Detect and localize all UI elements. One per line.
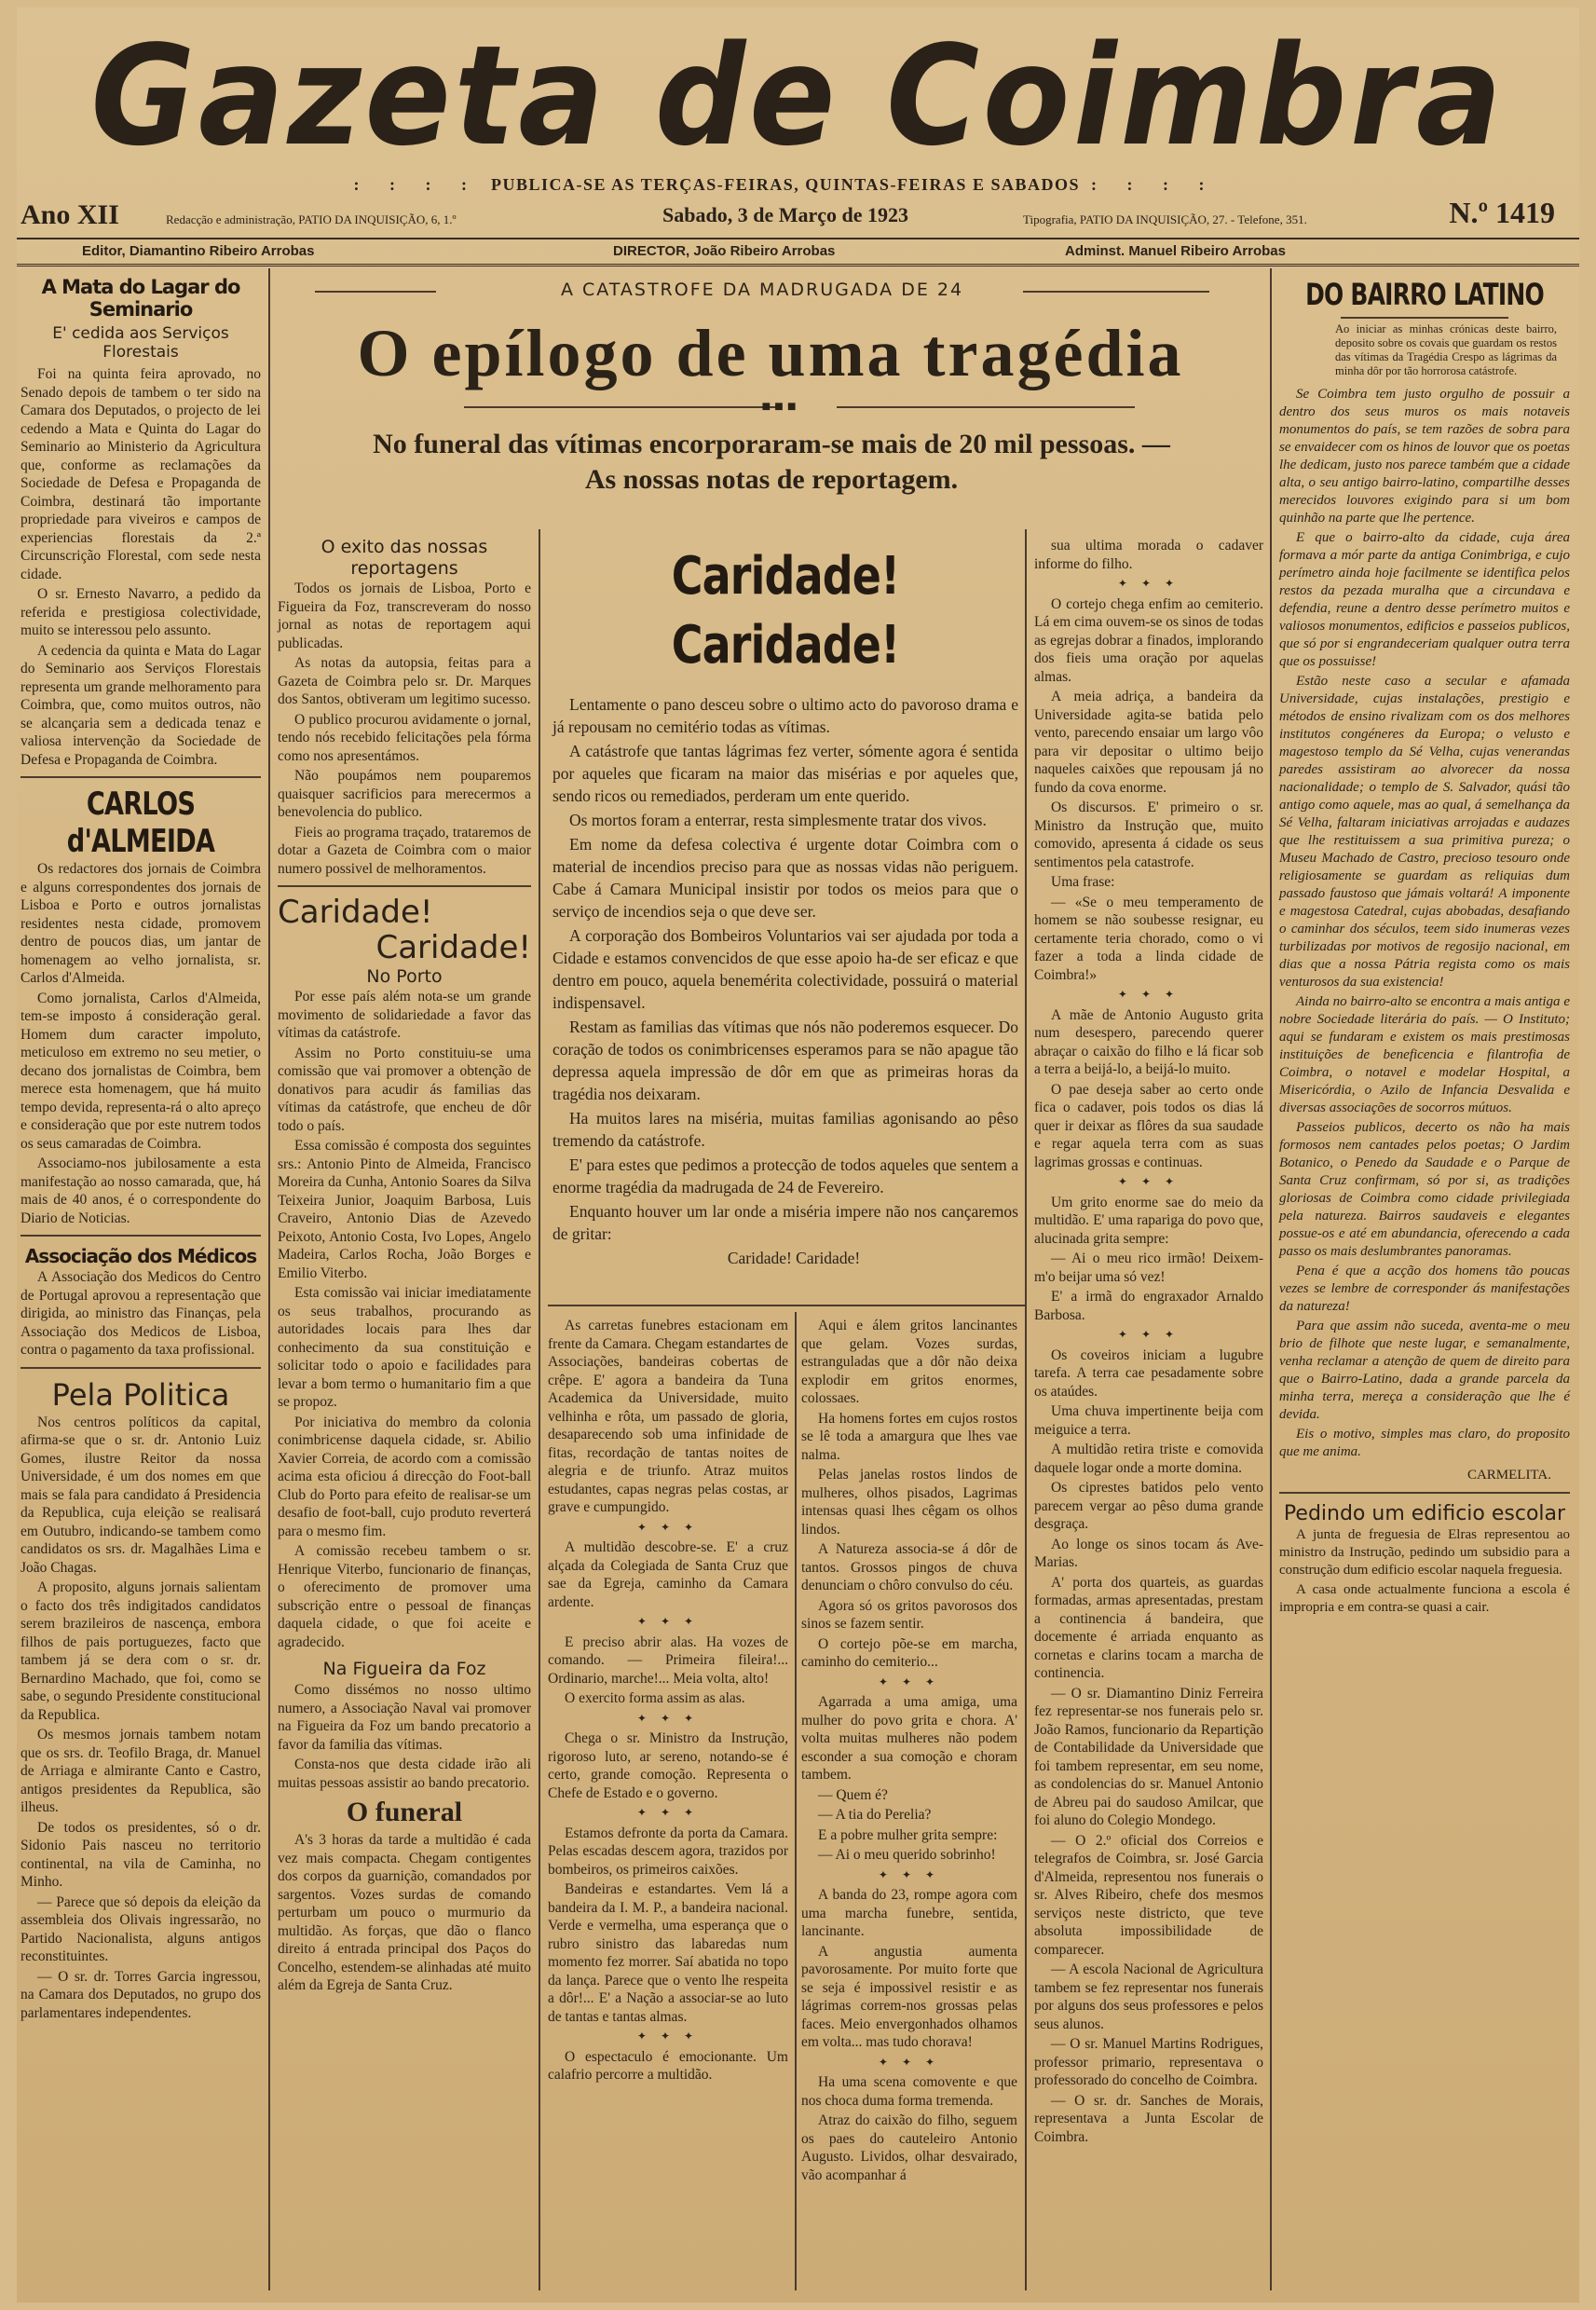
column-rule	[268, 268, 270, 2290]
newspaper-page	[17, 7, 1579, 2303]
caridade-headline: Caridade! Caridade!	[671, 546, 900, 676]
article-paragraph: E preciso abrir alas. Ha vozes de comando. — Primeira fileira!... Ordinario, marche!... Meia volta, alto!	[548, 1633, 788, 1687]
column-funeral-c	[1034, 537, 1263, 2148]
lead-story-header	[278, 278, 1263, 520]
article-paragraph: A corporação dos Bombeiros Voluntarios vai ser ajudada por toda a Cidade e estamos convencidos de que esse apoio ha-de ser eficaz e que dentro em pouco, aquela benemérita colectividade, possuirá o material indispensavel.	[552, 926, 1018, 1012]
article-paragraph: A angustia aumenta pavorosamente. Por muito forte que se seja é impossivel resistir e as lágrimas correm-nos grossas pelas faces. Meio envergonhados olhamos em volta... mas tudo chorava!	[801, 1943, 1017, 2050]
article-paragraph: A proposito, alguns jornais salientam o facto dos três indigitados candidatos serem brazileiros de nascença, embora filhos de pais portuguezes, facto que tambem já se dera com o sr. dr. Bernardino Machado, que foi, como se sabe, o segundo Presidente constitucional da Republica.	[20, 1579, 261, 1723]
article-paragraph: Agarrada a uma amiga, uma mulher do povo grita e chora. A' volta muitas mulheres não podem esconder a sua comoção e choram tambem.	[801, 1694, 1017, 1783]
section-stars: ✦ ✦ ✦	[1117, 1328, 1180, 1341]
article-paragraph: A Associação dos Medicos do Centro de Portugal aprovou a representação que dirigida, ao ministro das Finanças, pela Associação dos Medicos de Lisboa, contra o pagamento da taxa profissional.	[20, 1269, 261, 1358]
article-paragraph: A casa onde actualmente funciona a escola é impropria e em contra-se quasi a cair.	[1279, 1582, 1570, 1615]
section-rule	[1279, 1492, 1570, 1494]
section-rule	[20, 776, 261, 778]
article-paragraph: Nos centros políticos da capital, afirma-se que o sr. dr. Antonio Luiz Gomes, ilustre Reitor da nossa Universidade, é um dos nomes em que mais se fala para candidato á Presidencia da Republica, cuja eleição se realisará em Outubro, indicando-se tambem como candidatos os srs. dr. Magalhães Lima e João Chagas.	[20, 1414, 261, 1576]
editor-credit: Editor, Diamantino Ribeiro Arrobas	[82, 243, 315, 259]
article-paragraph: — O sr. dr. Sanches de Morais, representava a Junta Escolar de Coimbra.	[1034, 2092, 1263, 2145]
article-paragraph: — Quem é?	[818, 1786, 888, 1803]
main-deck: No funeral das vítimas encorporaram-se mais de 20 mil pessoas. — As nossas notas de reportagem.	[373, 429, 1170, 495]
article-paragraph: Consta-nos que desta cidade irão ali muitas pessoas assistir ao bando precatorio.	[278, 1756, 531, 1791]
article-paragraph: As carretas funebres estacionam em frente da Camara. Chegam estandartes de Associações, bandeiras cobertas de crêpe. E' agora a bandeira da Tuna Academica da Universidade, muito velhinha e rôta, um passado de gloria, desaparecendo sob uma infinidade de fitas, recordação de tantas noites de alegria e de triunfo. Atraz muitos estudantes, capas negras pelas costas, ar grave e cumpungido.	[548, 1318, 788, 1515]
publication-days-text: PUBLICA-SE AS TERÇAS-FEIRAS, QUINTAS-FEIRAS E SABADOS	[491, 175, 1080, 194]
politica-headline: Pela Politica	[51, 1376, 230, 1413]
article-paragraph: Associamo-nos jubilosamente a esta manifestação ao nosso camarada, que, há mais de 40 anos, é o correspondente do Diario de Noticias.	[20, 1155, 261, 1226]
article-paragraph: Uma chuva impertinente beija com meiguice a terra.	[1034, 1403, 1263, 1438]
column-funeral-a	[548, 1317, 788, 2086]
mata-headline: A Mata do Lagar do Seminario	[41, 276, 240, 321]
column-rule	[1270, 268, 1272, 2290]
figueira-headline: Na Figueira da Foz	[322, 1659, 486, 1679]
article-paragraph: De todos os presidentes, só o dr. Sidonio Pais nasceu no territorio continental, na vila de Caminha, no Minho.	[20, 1819, 261, 1890]
article-paragraph: O espectaculo é emocionante. Um calafrio percorre a multidão.	[548, 2048, 788, 2083]
article-paragraph: O cortejo põe-se em marcha, caminho do cemiterio...	[801, 1635, 1017, 1670]
article-paragraph: Chega o sr. Ministro da Instrução, rigoroso luto, ar sereno, notando-se é certo, grande comoção. Representa o Chefe de Estado e o governo.	[548, 1730, 788, 1801]
article-paragraph: Enquanto houver um lar onde a miséria impere não nos cançaremos de gritar:	[552, 1202, 1018, 1243]
article-paragraph: sua ultima morada o cadaver informe do filho.	[1034, 538, 1263, 572]
carlos-headline: CARLOS d'ALMEIDA	[66, 786, 215, 860]
article-paragraph: Ha homens fortes em cujos rostos se lê toda a amargura que lhes vae nalma.	[801, 1410, 1017, 1463]
article-paragraph: Os mesmos jornais tambem notam que os srs. dr. Teofilo Braga, dr. Manuel de Arriaga e almirante Canto e Castro, antigos presidentes da Republica, são ilheus.	[20, 1727, 261, 1815]
article-paragraph: Uma frase:	[1051, 874, 1115, 890]
porto-headline: No Porto	[366, 966, 443, 987]
article-paragraph: Estamos defronte da porta da Camara. Pelas escadas descem agora, trazidos por bombeiros, os primeiros caixões.	[548, 1825, 788, 1878]
section-stars: ✦ ✦ ✦	[1117, 577, 1180, 590]
article-paragraph: Aqui e álem gritos lancinantes que gelam. Vozes surdas, estranguladas que a dôr não deixa explodir em gritos enormes, colossaes.	[801, 1318, 1017, 1406]
story-kicker: A CATASTROFE DA MADRUGADA DE 24	[560, 280, 964, 300]
article-paragraph: Pena é que a acção dos homens tão poucas vezes se lembre de corresponder ás manifestações da natureza!	[1279, 1264, 1570, 1314]
article-paragraph: E' para estes que pedimos a protecção de todos aqueles que sentem a enorme tragédia da madrugada de 24 de Fevereiro.	[552, 1155, 1018, 1196]
exito-headline: O exito das nossas reportagens	[321, 537, 488, 579]
article-paragraph: A comissão recebeu tambem o sr. Henrique Viterbo, funcionario de finanças, o oferecimento de promover uma subscrição entre o pessoal de finanças daquela cidade, o que foi aceite e agradecido.	[278, 1543, 531, 1650]
article-paragraph: A catástrofe que tantas lágrimas fez verter, sómente agora é sentida por aqueles que ficaram na maior das misérias e por aqueles que, sendo ricos ou remediados, perderam um ente querido.	[552, 742, 1018, 805]
article-paragraph: Pelas janelas rostos lindos de mulheres, olhos pisados, Lagrimas intensas quasi lhes cêgam os olhos lindos.	[801, 1467, 1017, 1538]
article-paragraph: Um grito enorme sae do meio da multidão. E' uma rapariga do povo que, alucinada grita sempre:	[1034, 1194, 1263, 1247]
kicker-rule	[315, 291, 436, 293]
headline-rule	[837, 406, 1135, 408]
article-paragraph: Por esse país além nota-se um grande movimento de solidariedade a favor das vítimas da catástrofe.	[278, 989, 531, 1041]
column-right	[1279, 276, 1570, 1619]
headline-rule	[464, 406, 781, 408]
bairro-headline: DO BAIRRO LATINO	[1305, 277, 1544, 312]
article-paragraph: — A tia do Perelia?	[818, 1807, 932, 1823]
section-stars: ✦ ✦ ✦	[636, 1711, 700, 1725]
section-stars: ✦ ✦ ✦	[1117, 988, 1180, 1001]
column-rule	[795, 1312, 797, 2290]
section-stars: ✦ ✦ ✦	[636, 1806, 700, 1819]
info-row	[17, 166, 1579, 231]
kicker-rule	[1023, 291, 1209, 293]
bairro-intro: Ao iniciar as minhas crónicas deste bairro, deposito sobre os covais que guardam os restos das vítimas da Tragédia Crespo as lágrimas da minha dôr por tão horrorosa catástrofe.	[1335, 322, 1557, 377]
article-paragraph: — Parece que só depois da eleição da assembleia dos Olivais ingressarão, no Partido Nacionalista, alguns antigos reconstituintes.	[20, 1893, 261, 1964]
article-paragraph: Os ciprestes batidos pelo vento parecem vergar ao pêso duma grande desgraça.	[1034, 1480, 1263, 1532]
colons-right: : : : :	[1090, 175, 1218, 194]
section-stars: ✦ ✦ ✦	[636, 1615, 700, 1628]
article-paragraph: E' a irmã do engraxador Arnaldo Barbosa.	[1034, 1289, 1263, 1323]
headline-ornament: ■■■	[761, 399, 800, 415]
article-paragraph: — O 2.º oficial dos Correios e telegrafos de Coimbra, sr. José Garcia d'Almeida, representou nos funerais o sr. Alves Ribeiro, chefe dos mesmos serviços neste districto, que teve absoluta impossibilidade de comparecer.	[1034, 1832, 1263, 1958]
article-paragraph: Todos os jornais de Lisboa, Porto e Figueira da Foz, transcreveram do nosso jornal as notas de reportagem aqui publicadas.	[278, 581, 531, 651]
article-paragraph: Foi na quinta feira aprovado, no Senado depois de tambem o ter sido na Camara dos Deputados, o projecto de lei cedendo a Mata e Quinta do Lagar do Seminario ao Ministerio da Agricultura que, conforme as reclamações da Sociedade de Defesa e Propaganda de Coimbra, destinará tão importante propriedade para viveiros e campos de experiencias florestais da 2.ª Circunscrição Florestal, com sede nesta cidade.	[20, 366, 261, 582]
column-rule	[539, 529, 540, 2290]
column-rule	[1025, 529, 1027, 2290]
section-rule	[20, 1367, 261, 1369]
volume-number: Ano XII	[20, 199, 119, 230]
article-paragraph: Ha muitos lares na miséria, muitas familias agonisando ao pêso tremendo da catástrofe.	[552, 1109, 1018, 1150]
article-paragraph: — Ai o meu querido sobrinho!	[818, 1847, 996, 1863]
section-stars: ✦ ✦ ✦	[636, 1520, 700, 1534]
article-paragraph: Atraz do caixão do filho, seguem os paes do cauteleiro Antonio Augusto. Lividos, olhar desvairado, vão acompanhar á	[801, 2112, 1017, 2183]
article-paragraph: — Ai o meu rico irmão! Deixem-m'o beijar uma só vez!	[1034, 1251, 1263, 1285]
colons-left: : : : :	[353, 175, 481, 194]
article-paragraph: A meia adriça, a bandeira da Universidade agita-se batida pelo vento, parecendo ensaiar um largo vôo para vir depositar o ultimo beijo naqueles caixões que repousam já no fundo da cova enorme.	[1034, 689, 1263, 796]
article-paragraph: Ao longe os sinos tocam ás Ave-Marias.	[1034, 1536, 1263, 1570]
article-paragraph: O pae deseja saber ao certo onde fica o cadaver, pois todos os dias lá quer ir deixar as flôres da sua saudade e regar aquela terra com as suas lagrimas grossas e continuas.	[1034, 1081, 1263, 1170]
section-stars: ✦ ✦ ✦	[1117, 1175, 1180, 1188]
tipografia-address: Tipografia, PATIO DA INQUISIÇÃO, 27. - Telefone, 351.	[1023, 212, 1307, 226]
article-paragraph: A cedencia da quinta e Mata do Lagar do Seminario aos Serviços Florestais representa um grande melhoramento para Coimbra, que, como muitos outros, não se alcançaria sem a dedicada tenaz e valiosa intervenção da Sociedade de Defesa e Propaganda de Coimbra.	[20, 642, 261, 768]
article-paragraph: Para que assim não suceda, aventa-me o meu brio de filhote que neste lugar, e semanalmente, venha reclamar a atenção de quem de direito para que o Bairro-Latino, dada a grande parcela da minha terra, mereça a consideração que lhe é devida.	[1279, 1319, 1570, 1422]
medicos-headline: Associação dos Médicos	[24, 1245, 257, 1267]
article-paragraph: — A escola Nacional de Agricultura tambem se fez representar nos funerais por alguns dos seus professores e pelos seus alunos.	[1034, 1961, 1263, 2032]
article-paragraph: Estão neste caso a secular e afamada Universidade, cujas instalações, prestigio e métodos de ensino rivalizam com os dos melhores institutos congéneres da Europa; o velusto e magestoso templo da Sé Velha, cujas venerandas paredes assistiram ao alvorecer da nossa nacionalidade; o templo de S. Salvador, quási tão antigo como aquele, mas ao qual, á semelhança da Sé Velha, faltaram iniciativas arrojadas e audazes que lhe restituissem a sua primitiva pureza; o Museu Machado de Castro, precioso tesouro onde religiosamente se guardam as reliquias dum passado faustoso que jámais voltará! A imponente e magestosa Catedral, cujas abobadas, desafiando o caminhar dos séculos, teem sido inumeras vezes turbilizadas por motivos de regosijo nacional, em dias que a nossa Pátria regista como os mais venturosos da sua existencia!	[1279, 674, 1570, 990]
article-paragraph: Não poupámos nem pouparemos quaisquer sacrificios para merecermos a benevolencia do publico.	[278, 768, 531, 820]
headline-rule	[1341, 317, 1508, 319]
article-paragraph: Os coveiros iniciam a lugubre tarefa. A terra cae pesadamente sobre os ataúdes.	[1034, 1346, 1263, 1400]
masthead	[17, 7, 1579, 185]
staff-row	[17, 238, 1579, 267]
article-paragraph: Eis o motivo, simples mas claro, do proposito que me anima.	[1279, 1427, 1570, 1459]
article-paragraph: O publico procurou avidamente o jornal, tendo nós recebido felicitações pela fórma como nos apresentámos.	[278, 711, 531, 764]
article-paragraph: Os redactores dos jornais de Coimbra e alguns correspondentes dos jornais de Lisboa e Porto e outros jornalistas residentes nesta cidade, promovem dentro de poucos dias, um jantar de homenagem ao velho jornalista, sr. Carlos d'Almeida.	[20, 861, 261, 986]
bairro-signature: CARMELITA.	[1466, 1468, 1551, 1483]
article-paragraph: As notas da autopsia, feitas para a Gazeta de Coimbra pelo sr. Dr. Marques dos Santos, obtiveram um legitimo sucesso.	[278, 655, 531, 707]
article-paragraph: — O sr. Manuel Martins Rodrigues, professor primario, representava o professorado do concelho de Coimbra.	[1034, 2036, 1263, 2088]
edificio-headline: Pedindo um edificio escolar	[1283, 1502, 1566, 1525]
main-headline: O epílogo de uma tragédia	[357, 316, 1184, 390]
article-paragraph: Fieis ao programa traçado, trataremos de dotar a Gazeta de Coimbra com o maior numero possivel de melhoramentos.	[278, 824, 531, 877]
caridade-editorial	[552, 537, 1018, 1271]
article-paragraph: Como dissémos no nosso ultimo numero, a Associação Naval vai promover na Figueira da Foz um bando precatorio a favor da familia das vítimas.	[278, 1682, 531, 1753]
article-paragraph: Esta comissão vai iniciar imediatamente os seus trabalhos, procurando as autoridades locais para lhes dar conhecimento da sua constituição e solicitar todo o apoio e facilidades para levar a bom termo o humanitario fim a que se propoz.	[278, 1285, 531, 1410]
adminst-credit: Adminst. Manuel Ribeiro Arrobas	[1065, 243, 1286, 259]
article-paragraph: A' porta dos quarteis, as guardas formadas, armas apresentadas, prestam a continencia á bandeira, que docemente é arriada enquanto as cornetas e clarins tocam a marcha de continencia.	[1034, 1574, 1263, 1681]
column-reports	[278, 537, 531, 1997]
article-paragraph: Ainda no bairro-alto se encontra a mais antiga e nobre Sociedade literária do país. — O Instituto; aqui se fundaram e existem os mais prestimosas instituições de beneficencia e filantrofia de Coimbra, o notavel e modelar Hospital, a Misericórdia, o Azilo de Infancia Desvalida e diversas associações de socorros mútuos.	[1279, 994, 1570, 1115]
article-paragraph: Em nome da defesa colectiva é urgente dotar Coimbra com o material de incendios preciso para que as nossas vidas não periguem. Cabe á Camara Municipal insistir por todos os meios para que o serviço de incendios seja o que deve ser.	[552, 835, 1018, 921]
article-paragraph: Essa comissão é composta dos seguintes srs.: Antonio Pinto de Almeida, Francisco Moreira da Cunha, Antonio Soares da Silva Teixeira Junior, Joaquim Barbosa, Luis Craveiro, Antonio Dias de Azevedo Peixoto, Antonio Costa, Ivo Lopes, Angelo Madeira, Carlos Rocha, João Borges e Emilio Viterbo.	[278, 1138, 531, 1281]
article-paragraph: O cortejo chega enfim ao cemiterio. Lá em cima ouvem-se os sinos de todas as egrejas dobrar a finados, implorando dos fieis uma oração por aquelas almas.	[1034, 595, 1263, 685]
article-paragraph: Passeios publicos, decerto os não ha mais formosos nem cantades pelos poetas; O Jardim Botanico, o Penedo da Saudade e o Parque de Santa Cruz confirmam, só por si, as tradições gloriosas de Coimbra como cidade privilegiada pela natureza. Bairros saudaveis e elegantes possue-os e até em abundancia, oferecendo a cada passo os mais deslumbrantes panoramas.	[1279, 1120, 1570, 1259]
article-paragraph: Se Coimbra tem justo orgulho de possuir a dentro dos seus muros os mais notaveis monumentos do país, se tem razões de sobra para se envaidecer com os hinos de louvor que os poetas lhe dedicam, justo nos parece também que a cidade alta, o seu antigo bairro-latino, compartilhe desses merecidos louvores exigindo para si um bom quinhão na parte que lhe pertence.	[1279, 387, 1570, 526]
article-paragraph: — «Se o meu temperamento de homem se não soubesse resignar, eu certamente teria chorado, como o vi fazer a toda a linda cidade de Coimbra!»	[1034, 894, 1263, 983]
article-paragraph: — O sr. dr. Torres Garcia ingressou, na Camara dos Deputados, no grupo dos parlamentares independentes.	[20, 1968, 261, 2021]
article-paragraph: Lentamente o pano desceu sobre o ultimo acto do pavoroso drama e já repousam no cemitério todas as vítimas.	[552, 695, 1018, 736]
article-paragraph: A multidão descobre-se. E' a cruz alçada da Colegiada de Santa Cruz que sae da Egreja, caminho da Camara ardente.	[548, 1539, 788, 1610]
article-paragraph: Ha uma scena comovente e que nos choca duma forma tremenda.	[801, 2074, 1017, 2109]
section-rule	[278, 885, 531, 887]
redacao-address: Redacção e administração, PATIO DA INQUISIÇÃO, 6, 1.º	[166, 212, 457, 226]
section-rule	[20, 1235, 261, 1237]
article-paragraph: Restam as familias das vítimas que nós não poderemos esquecer. Do coração de todos os conimbricenses esperamos para se não apague tão depressa aquela impressão de dôr em que as primeiras horas da tragédia nos deixaram.	[552, 1018, 1018, 1103]
article-paragraph: Os discursos. E' primeiro o sr. Ministro da Instrução que, muito comovido, apresenta á cidade os seus sentimentos pela catastrofe.	[1034, 800, 1263, 870]
article-paragraph: A banda do 23, rompe agora com uma marcha funebre, sentida, lancinante.	[801, 1887, 1017, 1939]
article-paragraph: A Natureza associa-se á dôr de tantos. Grossos pingos de chuva denunciam o chôro convulso do céu.	[801, 1541, 1017, 1593]
article-paragraph: A's 3 horas da tarde a multidão é cada vez mais compacta. Chegam contigentes dos corpos da guarnição, comandados por sargentos. Vozes surdas de comando perturbam um pouco o murmurio da multidão. As forças, que dão o flanco direito á entrada principal dos Paços do Concelho, estendem-se alinhadas até muito além da Egreja de Santa Cruz.	[278, 1832, 531, 1993]
column-left	[20, 276, 261, 2024]
article-paragraph: Assim no Porto constituiu-se uma comissão que vai promover a obtenção de donativos para acudir ás familias das vítimas da catástrofe, que encheu de dôr todo o país.	[278, 1045, 531, 1134]
issue-number: N.º 1419	[1449, 196, 1555, 229]
section-stars: ✦ ✦ ✦	[636, 2030, 700, 2043]
article-paragraph: Por iniciativa do membro da colonia conimbricense daquela cidade, sr. Abilio Xavier Correia, de acordo com a comissão acima esta oficiou á direcção do Foot-ball Club do Porto para efeito de realisar-se um desafio de foot-ball, cujo produto reverterá para o mesmo fim.	[278, 1414, 531, 1539]
article-paragraph: E que o bairro-alto da cidade, cuja área formava a mór parte da antiga Conimbriga, e cujo perímetro ainda hoje facilmente se identifica pelos restos da pezada muralha que a circundava e defendia, reune a dentro desse perímetro muitos e valiosos monumentos, edificios e passeios publicos, que só por si engrandeceriam qualquer outra terra que os possuisse!	[1279, 530, 1570, 669]
section-stars: ✦ ✦ ✦	[878, 2055, 941, 2069]
article-paragraph: Agora só os gritos pavorosos dos sinos se fazem sentir.	[801, 1597, 1017, 1632]
section-stars: ✦ ✦ ✦	[878, 1867, 941, 1881]
caridade-small-1: Caridade!	[278, 894, 433, 931]
article-paragraph: A mãe de Antonio Augusto grita num desespero, parecendo querer abraçar o caixão do filho e lá ficar sob a terra a beijá-lo, a beijá-lo muito.	[1034, 1006, 1263, 1077]
section-rule	[548, 1305, 1025, 1306]
article-paragraph: E a pobre mulher grita sempre:	[818, 1826, 998, 1843]
director-credit: DIRECTOR, João Ribeiro Arrobas	[613, 243, 836, 259]
article-paragraph: A multidão retira triste e comovida daquele logar onde a morte domina.	[1034, 1442, 1263, 1476]
article-paragraph: O sr. Ernesto Navarro, a pedido da referida e prestigiosa colectividade, muito se interessou pelo assunto.	[20, 586, 261, 638]
article-paragraph: Os mortos foram a enterrar, resta simplesmente tratar dos vivos.	[569, 811, 987, 829]
mata-subhead: E' cedida aos Serviços Florestais	[52, 324, 229, 362]
publication-days	[268, 175, 1303, 195]
article-paragraph: Caridade! Caridade!	[727, 1249, 861, 1267]
article-paragraph: A junta de freguesia de Elras representou ao ministro da Instrução, pedindo um subsidio para a construção dum edificio escolar naquela freguesia.	[1279, 1527, 1570, 1578]
article-paragraph: Como jornalista, Carlos d'Almeida, tem-se imposto á consideração geral. Homem dum caracter impoluto, meticuloso em extremo no seu metier, o decano dos jornalistas de Coimbra, bem merece esta homenagem, que há muito tempo devida, representa-rá o alto apreço e consideração que por este nutrem todos os seus camaradas de Coimbra.	[20, 990, 261, 1152]
section-stars: ✦ ✦ ✦	[878, 1674, 941, 1688]
newspaper-title: Gazeta de Coimbra	[90, 16, 1506, 176]
caridade-small-2: Caridade!	[375, 929, 531, 966]
article-paragraph: Bandeiras e estandartes. Vem lá a bandeira da I. M. P., a bandeira nacional. Verde e vermelha, uma esperança que o rubro sinistro das labaredas num momento fez morrer. Saí abatida no topo da lança. Parece que o vento lhe respeita a dôr!... E' a Nação a associar-se ao luto de tantas e tantas almas.	[548, 1881, 788, 2025]
funeral-headline: O funeral	[346, 1797, 463, 1827]
article-paragraph: O exercito forma assim as alas.	[565, 1690, 745, 1706]
issue-date: Sabado, 3 de Março de 1923	[662, 203, 908, 226]
column-funeral-b	[801, 1317, 1017, 2186]
article-paragraph: — O sr. Diamantino Diniz Ferreira fez representar-se nos funerais pelo sr. João Ramos, funcionario da Repartição de Contabilidade da Universidade que foi tambem representar, em seu nome, as condolencias do sr. Manuel Antonio de Abreu pai do saudoso Amilcar, que foi aluno do Colegio Mondego.	[1034, 1685, 1263, 1828]
